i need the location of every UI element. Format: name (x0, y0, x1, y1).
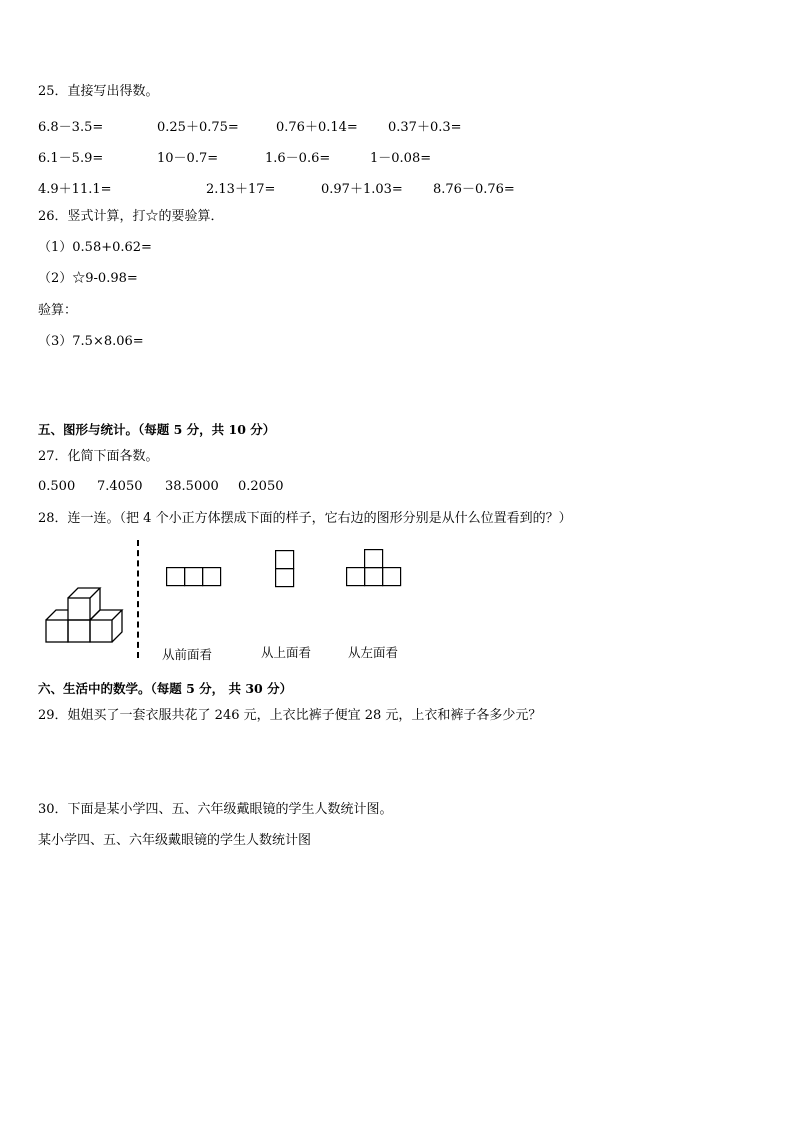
q26-item-2: （2）☆9-0.98= (38, 271, 138, 286)
q26-check-label: 验算： (38, 303, 78, 318)
q25-r3-c1: 4.9＋11.1= (38, 182, 112, 197)
q25-r1-c4: 0.37＋0.3= (388, 120, 462, 135)
q25-r1-c2: 0.25＋0.75= (157, 120, 239, 135)
view-label-front: 从前面看 (162, 647, 213, 662)
q27-number-2: 7.4050 (97, 479, 143, 494)
q25-r2-c2: 10－0.7= (157, 151, 219, 166)
q28-title: 28．连一连。（把 4 个小正方体摆成下面的样子，它右边的图形分别是从什么位置看到的？） (38, 511, 572, 526)
q30-chart-title: 某小学四、五、六年级戴眼镜的学生人数统计图 (38, 833, 312, 848)
q25-r2-c4: 1－0.08= (370, 151, 432, 166)
q25-r1-c1: 6.8－3.5= (38, 120, 104, 135)
cube-stack-figure (44, 585, 124, 645)
q25-r3-c3: 0.97＋1.03= (321, 182, 403, 197)
divider-dashed-line (137, 540, 139, 658)
q25-r2-c1: 6.1－5.9= (38, 151, 104, 166)
q25-r2-c3: 1.6－0.6= (265, 151, 331, 166)
view-label-left: 从左面看 (348, 645, 399, 660)
view-front-figure (166, 567, 222, 587)
view-label-top: 从上面看 (261, 645, 312, 660)
view-stacked-figure (275, 550, 295, 588)
q26-item-1: （1）0.58+0.62= (38, 240, 152, 255)
q25-title: 25．直接写出得数。 (38, 84, 159, 99)
q27-number-3: 38.5000 (165, 479, 219, 494)
view-pyramid-figure (346, 549, 402, 587)
q25-r3-c2: 2.13＋17= (206, 182, 276, 197)
q26-title: 26．竖式计算，打☆的要验算． (38, 209, 224, 224)
section-5-heading: 五、图形与统计。（每题 5 分，共 10 分） (38, 422, 276, 437)
q27-number-4: 0.2050 (238, 479, 284, 494)
q25-r3-c4: 8.76－0.76= (433, 182, 515, 197)
section-6-heading: 六、生活中的数学。（每题 5 分， 共 30 分） (38, 681, 293, 696)
q29-title: 29．姐姐买了一套衣服共花了 246 元，上衣比裤子便宜 28 元，上衣和裤子各多少元？ (38, 708, 542, 723)
q30-title: 30．下面是某小学四、五、六年级戴眼镜的学生人数统计图。 (38, 802, 393, 817)
q26-item-3: （3）7.5×8.06= (38, 334, 144, 349)
q25-r1-c3: 0.76＋0.14= (276, 120, 358, 135)
q27-number-1: 0.500 (38, 479, 76, 494)
q27-title: 27．化简下面各数。 (38, 449, 159, 464)
